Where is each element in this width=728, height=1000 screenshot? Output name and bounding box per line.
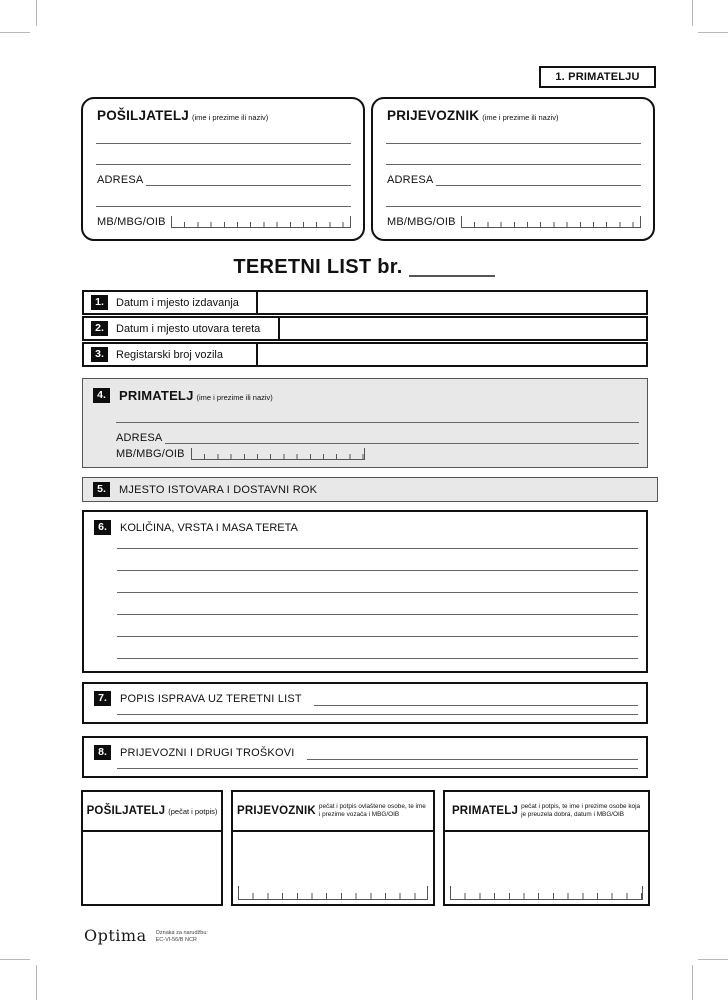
crop-mark xyxy=(36,0,37,26)
popis-write-line xyxy=(117,714,638,715)
carrier-write-line xyxy=(386,206,641,207)
sender-adresa-line xyxy=(146,185,351,186)
primatelj-write-line xyxy=(116,422,639,423)
crop-mark xyxy=(0,32,30,33)
crop-mark xyxy=(692,0,693,26)
copy-tag-primatelju: 1. PRIMATELJU xyxy=(539,66,656,88)
primatelj-mb-row xyxy=(116,446,376,460)
signature-box-primatelj xyxy=(443,790,650,906)
crop-mark xyxy=(0,959,30,960)
section-popis-header xyxy=(94,691,638,706)
sender-write-line xyxy=(96,164,351,165)
section-mjesto-istovara xyxy=(82,477,658,502)
kolicina-write-line xyxy=(117,658,638,659)
crop-mark xyxy=(692,965,693,1000)
sender-title xyxy=(97,108,268,123)
signature-primatelj-area xyxy=(445,832,648,904)
row-registarski-broj xyxy=(82,342,648,367)
kolicina-write-line xyxy=(117,548,638,549)
kolicina-write-line xyxy=(117,636,638,637)
kolicina-write-line xyxy=(117,614,638,615)
sender-mb-comb-field xyxy=(171,216,351,228)
signature-primatelj-header xyxy=(445,792,648,832)
carrier-box xyxy=(371,97,655,241)
carrier-adresa-line xyxy=(436,185,641,186)
row-value-cell xyxy=(280,318,646,339)
row-number-badge: 2. xyxy=(91,321,108,336)
carrier-mb-comb-field xyxy=(461,216,641,228)
row-label-cell xyxy=(84,344,258,365)
section-primatelj xyxy=(82,378,648,468)
carrier-write-line xyxy=(386,164,641,165)
primatelj-mb-comb-field xyxy=(191,448,365,460)
row-value-cell xyxy=(258,292,646,313)
section-number-badge: 6. xyxy=(94,520,111,535)
primatelj-adresa-line xyxy=(165,443,639,444)
sender-subtitle: (ime i prezime ili naziv) xyxy=(191,113,269,122)
row-datum-izdavanja xyxy=(82,290,648,315)
sender-write-line xyxy=(96,143,351,144)
kolicina-write-line xyxy=(117,570,638,571)
row-value-cell xyxy=(258,344,646,365)
section-troskovi xyxy=(82,736,648,778)
row-number-badge: 1. xyxy=(91,295,108,310)
sender-mb-row xyxy=(97,214,351,228)
primatelj-adresa-label: ADRESA xyxy=(116,432,163,444)
row-label: Datum i mjesto izdavanja xyxy=(116,296,239,309)
signature-posiljatelj-header xyxy=(83,792,221,832)
kolicina-write-line xyxy=(117,592,638,593)
sender-adresa-label: ADRESA xyxy=(97,174,144,186)
carrier-subtitle: (ime i prezime ili naziv) xyxy=(482,113,559,122)
section-number-badge: 5. xyxy=(93,482,110,497)
row-datum-utovara xyxy=(82,316,648,341)
sender-adresa-row xyxy=(97,172,351,186)
order-label: Oznaka za narudžbu: xyxy=(155,930,208,936)
carrier-mb-row xyxy=(387,214,641,228)
section-popis-label: POPIS ISPRAVA UZ TERETNI LIST xyxy=(120,693,302,705)
carrier-mb-label: MB/MBG/OIB xyxy=(387,216,456,228)
sender-mb-label: MB/MBG/OIB xyxy=(97,216,166,228)
document-number-line xyxy=(409,275,495,277)
signature-primatelj-title: PRIMATELJ xyxy=(451,805,519,817)
carrier-adresa-label: ADRESA xyxy=(387,174,434,186)
sender-write-line xyxy=(96,206,351,207)
section-troskovi-label: PRIJEVOZNI I DRUGI TROŠKOVI xyxy=(120,747,295,759)
signature-prijevoznik-title: PRIJEVOZNIK xyxy=(237,805,316,817)
row-label: Registarski broj vozila xyxy=(116,348,223,361)
section-troskovi-header xyxy=(94,745,638,760)
section-kolicina-label: KOLIČINA, VRSTA I MASA TERETA xyxy=(120,521,298,534)
carrier-write-line xyxy=(386,143,641,144)
carrier-adresa-row xyxy=(387,172,641,186)
footer xyxy=(84,926,208,945)
prijevoznik-mbg-comb-field xyxy=(238,886,428,900)
signature-prijevoznik-header xyxy=(233,792,433,832)
crop-mark xyxy=(698,32,728,33)
order-code: EC-VI-56/B NCR xyxy=(155,937,197,944)
document-title: TERETNI LIST br. xyxy=(233,256,403,278)
row-label-cell xyxy=(84,318,280,339)
primatelj-adresa-row xyxy=(116,430,639,444)
signature-prijevoznik-area xyxy=(233,832,433,904)
signature-primatelj-note: pečat i potpis, te ime i prezime osobe koja je preuzela dobra, datum i MBG/OIB xyxy=(521,803,641,818)
section-number-badge: 7. xyxy=(94,691,111,706)
troskovi-write-line xyxy=(307,759,639,760)
popis-write-line xyxy=(314,705,638,706)
signature-box-posiljatelj xyxy=(81,790,223,906)
document-title-row xyxy=(0,256,728,279)
signature-posiljatelj-title: POŠILJATELJ xyxy=(86,805,166,817)
section-number-badge: 4. xyxy=(93,388,110,403)
row-number-badge: 3. xyxy=(91,347,108,362)
row-label-cell xyxy=(84,292,258,313)
crop-mark xyxy=(698,959,728,960)
row-label: Datum i mjesto utovara tereta xyxy=(116,322,261,335)
troskovi-write-line xyxy=(117,768,638,769)
sender-title-text: POŠILJATELJ xyxy=(97,108,189,123)
primatelj-mbg-comb-field xyxy=(450,886,643,900)
signature-posiljatelj-note: (pečat i potpis) xyxy=(168,806,218,816)
section-kolicina xyxy=(82,510,648,673)
section-popis-isprava xyxy=(82,682,648,724)
section-primatelj-subtitle: (ime i prezime ili naziv) xyxy=(196,393,273,402)
signature-posiljatelj-area xyxy=(83,832,221,904)
brand-logo: Optima xyxy=(84,926,147,945)
signature-box-prijevoznik xyxy=(231,790,435,906)
section-kolicina-header xyxy=(94,520,298,535)
section-primatelj-header xyxy=(93,388,273,403)
section-number-badge: 8. xyxy=(94,745,111,760)
primatelj-mb-label: MB/MBG/OIB xyxy=(116,448,185,460)
sender-box xyxy=(81,97,365,241)
signature-prijevoznik-note: pečat i potpis ovlaštene osobe, te ime i prezime vozača i MBG/OIB xyxy=(318,803,426,818)
order-code-block xyxy=(156,926,208,944)
section-mjesto-istovara-label: MJESTO ISTOVARA I DOSTAVNI ROK xyxy=(119,483,318,496)
section-primatelj-title: PRIMATELJ (ime i prezime ili naziv) xyxy=(119,388,273,403)
crop-mark xyxy=(36,965,37,1000)
carrier-title-text: PRIJEVOZNIK xyxy=(387,108,480,123)
carrier-title xyxy=(387,108,558,123)
